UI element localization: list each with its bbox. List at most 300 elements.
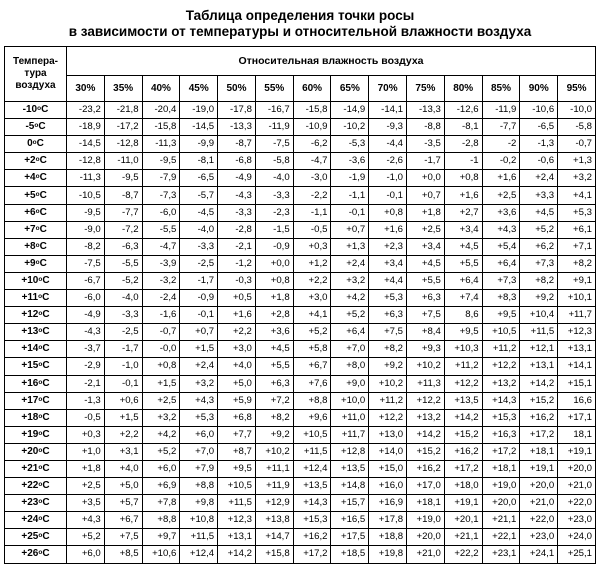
dew-point-cell: +23,1 — [482, 546, 520, 563]
dew-point-cell: +6,4 — [482, 255, 520, 272]
dew-point-cell: +20,0 — [520, 478, 558, 495]
celsius-unit: C — [42, 343, 50, 355]
dew-point-cell: +13,2 — [482, 375, 520, 392]
table-row — [5, 187, 596, 204]
dew-point-cell: 16,6 — [558, 392, 596, 409]
dew-point-cell: +2,5 — [482, 187, 520, 204]
dew-point-cell: +16,2 — [407, 460, 445, 477]
dew-point-cell: +13,1 — [558, 341, 596, 358]
dew-point-cell: -5,8 — [558, 119, 596, 136]
table-row — [5, 392, 596, 409]
degree-symbol: o — [35, 156, 40, 164]
dew-point-cell: +8,2 — [558, 255, 596, 272]
degree-symbol: o — [38, 327, 43, 335]
dew-point-cell: -17,2 — [104, 119, 142, 136]
celsius-unit: C — [39, 206, 47, 218]
humidity-column-55-percent: 55% — [255, 75, 293, 101]
dew-point-cell: -3,7 — [67, 341, 105, 358]
dew-point-cell: +7,8 — [142, 495, 180, 512]
degree-symbol: o — [37, 105, 42, 113]
dew-point-cell: -7,3 — [142, 187, 180, 204]
dew-point-cell: +1,6 — [369, 221, 407, 238]
dew-point-cell: +5,2 — [142, 443, 180, 460]
temperature-value: +13 — [21, 326, 39, 338]
humidity-column-80-percent: 80% — [444, 75, 482, 101]
dew-point-cell: +11,3 — [407, 375, 445, 392]
dew-point-cell: +1,8 — [407, 204, 445, 221]
dew-point-cell: +5,2 — [520, 221, 558, 238]
humidity-column-90-percent: 90% — [520, 75, 558, 101]
temperature-value: +12 — [21, 309, 39, 321]
dew-point-cell: +8,0 — [331, 358, 369, 375]
dew-point-cell: -10,5 — [67, 187, 105, 204]
celsius-unit: C — [42, 377, 50, 389]
dew-point-cell: +15,2 — [444, 426, 482, 443]
degree-symbol: o — [38, 429, 43, 437]
dew-point-cell: +12,2 — [444, 375, 482, 392]
degree-symbol: o — [38, 293, 43, 301]
humidity-column-35-percent: 35% — [104, 75, 142, 101]
degree-symbol: o — [35, 173, 40, 181]
dew-point-cell: +9,5 — [444, 324, 482, 341]
humidity-column-65-percent: 65% — [331, 75, 369, 101]
dew-point-cell: +11,5 — [218, 495, 256, 512]
dew-point-cell: +7,6 — [293, 375, 331, 392]
dew-point-cell: +12,9 — [255, 495, 293, 512]
dew-point-cell: -2,9 — [67, 358, 105, 375]
dew-point-cell: +9,5 — [482, 307, 520, 324]
dew-point-cell: +11,9 — [255, 478, 293, 495]
dew-point-cell: +3,5 — [67, 495, 105, 512]
dew-point-cell: +14,3 — [482, 392, 520, 409]
dew-point-cell: +5,3 — [369, 290, 407, 307]
table-row — [5, 102, 596, 119]
dew-point-cell: +1,6 — [482, 170, 520, 187]
humidity-column-70-percent: 70% — [369, 75, 407, 101]
dew-point-cell: +0,8 — [255, 272, 293, 289]
dew-point-cell: +8,8 — [142, 512, 180, 529]
celsius-unit: C — [42, 292, 50, 304]
dew-point-cell: +1,0 — [67, 443, 105, 460]
dew-point-cell: +19,1 — [558, 443, 596, 460]
dew-point-cell: -10,6 — [520, 102, 558, 119]
dew-point-cell: +16,0 — [369, 478, 407, 495]
temperature-value: +21 — [21, 463, 39, 475]
degree-symbol: o — [38, 532, 43, 540]
dew-point-cell: +9,2 — [520, 290, 558, 307]
degree-symbol: o — [38, 361, 43, 369]
celsius-unit: C — [42, 428, 50, 440]
dew-point-cell: -5,7 — [180, 187, 218, 204]
dew-point-cell: +4,1 — [293, 307, 331, 324]
dew-point-cell: -4,5 — [180, 204, 218, 221]
dew-point-cell: +7,2 — [255, 392, 293, 409]
dew-point-cell: -2 — [482, 136, 520, 153]
temperature-value: -10 — [22, 104, 38, 116]
dew-point-cell: -1,1 — [293, 204, 331, 221]
dew-point-cell: -9,3 — [369, 119, 407, 136]
dew-point-cell: -12,8 — [104, 136, 142, 153]
dew-point-cell: +8,4 — [407, 324, 445, 341]
dew-point-cell: -9,5 — [104, 170, 142, 187]
dew-point-cell: -7,2 — [104, 221, 142, 238]
dew-point-cell: -2,8 — [218, 221, 256, 238]
temperature-cell — [5, 170, 67, 187]
dew-point-cell: +2,3 — [369, 238, 407, 255]
temperature-value: +19 — [21, 428, 39, 440]
dew-point-cell: -7,7 — [482, 119, 520, 136]
dew-point-cell: +18,5 — [331, 546, 369, 563]
dew-point-cell: -5,5 — [104, 255, 142, 272]
dew-point-cell: +11,7 — [331, 426, 369, 443]
dew-point-cell: +21,1 — [482, 512, 520, 529]
humidity-column-30-percent: 30% — [67, 75, 105, 101]
degree-symbol: o — [38, 446, 43, 454]
dew-point-cell: -14,9 — [331, 102, 369, 119]
dew-point-cell: +23,0 — [520, 529, 558, 546]
dew-point-cell: +6,1 — [558, 221, 596, 238]
table-row — [5, 460, 596, 477]
table-row — [5, 478, 596, 495]
dew-point-cell: -1,0 — [104, 358, 142, 375]
dew-point-cell: -6,0 — [142, 204, 180, 221]
dew-point-cell: +14,2 — [407, 426, 445, 443]
dew-point-cell: +11,0 — [331, 409, 369, 426]
dew-point-cell: +24,1 — [520, 546, 558, 563]
dew-point-cell: +3,1 — [104, 443, 142, 460]
dew-point-cell: -2,5 — [104, 324, 142, 341]
dew-point-cell: -5,2 — [104, 272, 142, 289]
table-row — [5, 529, 596, 546]
dew-point-cell: +10,5 — [293, 426, 331, 443]
dew-point-cell: +18,8 — [369, 529, 407, 546]
dew-point-cell: +9,6 — [293, 409, 331, 426]
dew-point-cell: -8,7 — [218, 136, 256, 153]
dew-point-cell: +9,7 — [142, 529, 180, 546]
dew-point-cell: +19,1 — [444, 495, 482, 512]
celsius-unit: C — [39, 257, 47, 269]
dew-point-cell: -4,9 — [218, 170, 256, 187]
dew-point-cell: -9,9 — [180, 136, 218, 153]
degree-symbol: o — [34, 122, 39, 130]
dew-point-cell: +17,2 — [482, 443, 520, 460]
dew-point-cell: -1,5 — [255, 221, 293, 238]
temperature-cell — [5, 102, 67, 119]
dew-point-cell: 8,6 — [444, 307, 482, 324]
degree-symbol: o — [38, 549, 43, 557]
degree-symbol: o — [38, 412, 43, 420]
temperature-value: +16 — [21, 377, 39, 389]
dew-point-cell: +14,7 — [255, 529, 293, 546]
dew-point-cell: -6,8 — [218, 153, 256, 170]
dew-point-cell: +9,2 — [255, 426, 293, 443]
dew-point-cell: +13,8 — [255, 512, 293, 529]
dew-point-cell: -4,7 — [142, 238, 180, 255]
dew-point-cell: -3,5 — [407, 136, 445, 153]
dew-point-cell: +9,8 — [180, 495, 218, 512]
celsius-unit: C — [42, 548, 50, 560]
dew-point-cell: +1,5 — [142, 375, 180, 392]
dew-point-cell: +5,2 — [331, 307, 369, 324]
dew-point-cell: +5,5 — [255, 358, 293, 375]
dew-point-cell: +7,7 — [218, 426, 256, 443]
dew-point-cell: -3,3 — [104, 307, 142, 324]
temperature-cell — [5, 409, 67, 426]
dew-point-cell: +8,3 — [482, 290, 520, 307]
dew-point-cell: +11,1 — [255, 460, 293, 477]
degree-symbol: o — [35, 224, 40, 232]
dew-point-cell: -11,3 — [67, 170, 105, 187]
celsius-unit: C — [39, 172, 47, 184]
celsius-unit: C — [42, 480, 50, 492]
dew-point-cell: +0,7 — [331, 221, 369, 238]
dew-point-cell: +16,2 — [444, 443, 482, 460]
dew-point-cell: +11,2 — [444, 358, 482, 375]
dew-point-cell: -6,3 — [104, 238, 142, 255]
degree-symbol: o — [38, 464, 43, 472]
dew-point-cell: -8,8 — [407, 119, 445, 136]
dew-point-cell: +1,3 — [331, 238, 369, 255]
dew-point-cell: -7,5 — [67, 255, 105, 272]
temperature-cell — [5, 324, 67, 341]
table-row — [5, 341, 596, 358]
dew-point-cell: +0,5 — [218, 290, 256, 307]
degree-symbol: o — [38, 498, 43, 506]
dew-point-cell: +3,4 — [369, 255, 407, 272]
dew-point-cell: +6,4 — [444, 272, 482, 289]
temperature-cell — [5, 358, 67, 375]
celsius-unit: C — [39, 155, 47, 167]
celsius-unit: C — [42, 326, 50, 338]
dew-point-cell: +17,2 — [520, 426, 558, 443]
dew-point-cell: +11,2 — [369, 392, 407, 409]
dew-point-table — [4, 46, 596, 564]
temperature-value: +25 — [21, 531, 39, 543]
dew-point-cell: +5,9 — [218, 392, 256, 409]
dew-point-cell: -10,9 — [293, 119, 331, 136]
celsius-unit: C — [39, 189, 47, 201]
table-body — [5, 102, 596, 564]
table-row — [5, 255, 596, 272]
dew-point-cell: +4,3 — [67, 512, 105, 529]
dew-point-cell: +10,1 — [558, 290, 596, 307]
dew-point-cell: +0,8 — [142, 358, 180, 375]
header-row-1 — [5, 47, 596, 76]
dew-point-cell: +2,2 — [218, 324, 256, 341]
dew-point-cell: +3,4 — [407, 238, 445, 255]
temperature-cell — [5, 221, 67, 238]
dew-point-cell: -1,9 — [331, 170, 369, 187]
dew-point-cell: -14,1 — [369, 102, 407, 119]
dew-point-cell: +8,8 — [180, 478, 218, 495]
dew-point-cell: +13,5 — [293, 478, 331, 495]
dew-point-cell: +6,0 — [180, 426, 218, 443]
dew-point-cell: +8,8 — [293, 392, 331, 409]
dew-point-cell: +22,1 — [482, 529, 520, 546]
table-row — [5, 512, 596, 529]
temperature-value: +6 — [24, 206, 36, 218]
dew-point-cell: +3,2 — [558, 170, 596, 187]
temperature-cell — [5, 238, 67, 255]
dew-point-cell: +2,2 — [293, 272, 331, 289]
dew-point-cell: -0,9 — [255, 238, 293, 255]
celsius-unit: C — [42, 514, 50, 526]
dew-point-cell: -0,5 — [67, 409, 105, 426]
dew-point-cell: -1,6 — [142, 307, 180, 324]
dew-point-cell: -4,9 — [67, 307, 105, 324]
temperature-value: +2 — [24, 155, 36, 167]
temperature-value: +4 — [24, 172, 36, 184]
dew-point-cell: +17,2 — [293, 546, 331, 563]
dew-point-cell: -5,5 — [142, 221, 180, 238]
dew-point-cell: -8,1 — [444, 119, 482, 136]
dew-point-cell: +4,4 — [369, 272, 407, 289]
dew-point-cell: -4,0 — [180, 221, 218, 238]
dew-point-cell: +11,5 — [293, 443, 331, 460]
dew-point-cell: +12,3 — [218, 512, 256, 529]
dew-point-cell: +15,3 — [293, 512, 331, 529]
celsius-unit: C — [39, 223, 47, 235]
dew-point-cell: +11,5 — [180, 529, 218, 546]
dew-point-cell: +1,2 — [293, 255, 331, 272]
dew-point-cell: +9,1 — [558, 272, 596, 289]
dew-point-cell: +14,8 — [331, 478, 369, 495]
humidity-header: Относительная влажность воздуха — [67, 47, 596, 76]
dew-point-cell: +9,0 — [331, 375, 369, 392]
dew-point-cell: -11,0 — [104, 153, 142, 170]
temperature-header-label: Темпера- тура воздуха — [12, 56, 59, 91]
dew-point-cell: +2,4 — [331, 255, 369, 272]
celsius-unit: C — [42, 274, 50, 286]
dew-point-cell: +0,0 — [407, 170, 445, 187]
dew-point-cell: +4,5 — [444, 238, 482, 255]
temperature-cell — [5, 546, 67, 563]
dew-point-cell: -10,2 — [331, 119, 369, 136]
temperature-value: 0 — [27, 138, 33, 150]
dew-point-cell: -9,5 — [142, 153, 180, 170]
dew-point-cell: +15,2 — [520, 392, 558, 409]
dew-point-cell: +7,1 — [558, 238, 596, 255]
dew-point-cell: +0,8 — [444, 170, 482, 187]
temperature-cell — [5, 443, 67, 460]
dew-point-cell: +6,3 — [255, 375, 293, 392]
dew-point-cell: +19,0 — [407, 512, 445, 529]
dew-point-cell: -4,7 — [293, 153, 331, 170]
dew-point-cell: +5,4 — [482, 238, 520, 255]
dew-point-cell: +5,8 — [293, 341, 331, 358]
degree-symbol: o — [38, 481, 43, 489]
dew-point-cell: +1,6 — [218, 307, 256, 324]
page-title — [0, 0, 600, 38]
dew-point-cell: +7,5 — [369, 324, 407, 341]
dew-point-cell: +17,0 — [407, 478, 445, 495]
table-row — [5, 119, 596, 136]
dew-point-cell: +22,0 — [520, 512, 558, 529]
dew-point-cell: +3,4 — [444, 221, 482, 238]
temperature-value: +18 — [21, 411, 39, 423]
dew-point-cell: +7,0 — [180, 443, 218, 460]
dew-point-cell: +21,0 — [520, 495, 558, 512]
dew-point-cell: -2,2 — [293, 187, 331, 204]
dew-point-cell: +10,0 — [331, 392, 369, 409]
dew-point-cell: -1 — [444, 153, 482, 170]
temperature-value: +23 — [21, 497, 39, 509]
dew-point-cell: +14,2 — [218, 546, 256, 563]
dew-point-cell: -4,3 — [218, 187, 256, 204]
dew-point-cell: +10,3 — [444, 341, 482, 358]
dew-point-cell: +13,2 — [407, 409, 445, 426]
dew-point-cell: -11,9 — [482, 102, 520, 119]
dew-point-cell: -7,5 — [255, 136, 293, 153]
temperature-column-header — [5, 47, 67, 102]
dew-point-cell: +6,2 — [520, 238, 558, 255]
dew-point-cell: +9,5 — [218, 460, 256, 477]
degree-symbol: o — [38, 275, 43, 283]
dew-point-cell: +2,2 — [104, 426, 142, 443]
dew-point-cell: +10,2 — [255, 443, 293, 460]
dew-point-cell: +17,1 — [558, 409, 596, 426]
dew-point-cell: +4,5 — [407, 255, 445, 272]
dew-point-cell: +21,0 — [558, 478, 596, 495]
dew-point-cell: -1,2 — [218, 255, 256, 272]
temperature-cell — [5, 119, 67, 136]
humidity-column-50-percent: 50% — [218, 75, 256, 101]
dew-point-cell: +13,5 — [444, 392, 482, 409]
dew-point-cell: +1,6 — [444, 187, 482, 204]
dew-point-cell: -2,8 — [444, 136, 482, 153]
dew-point-cell: +1,5 — [180, 341, 218, 358]
temperature-cell — [5, 529, 67, 546]
dew-point-cell: +15,7 — [331, 495, 369, 512]
dew-point-cell: +5,0 — [218, 375, 256, 392]
temperature-value: +17 — [21, 394, 39, 406]
dew-point-cell: +13,5 — [331, 460, 369, 477]
degree-symbol: o — [35, 190, 40, 198]
dew-point-cell: +3,2 — [180, 375, 218, 392]
dew-point-cell: +4,3 — [482, 221, 520, 238]
temperature-cell — [5, 495, 67, 512]
dew-point-cell: -8,1 — [180, 153, 218, 170]
degree-symbol: o — [38, 515, 43, 523]
dew-point-cell: -1,3 — [67, 392, 105, 409]
table-row — [5, 290, 596, 307]
dew-point-cell: -20,4 — [142, 102, 180, 119]
degree-symbol: o — [35, 258, 40, 266]
dew-point-cell: -10,0 — [558, 102, 596, 119]
dew-point-cell: -6,2 — [293, 136, 331, 153]
dew-point-cell: -2,1 — [67, 375, 105, 392]
dew-point-cell: -15,8 — [142, 119, 180, 136]
dew-point-cell: +0,3 — [293, 238, 331, 255]
dew-point-cell: -23,2 — [67, 102, 105, 119]
temperature-value: +15 — [21, 360, 39, 372]
table-row — [5, 358, 596, 375]
humidity-percent-row — [5, 75, 596, 101]
dew-point-cell: -14,5 — [180, 119, 218, 136]
dew-point-cell: +5,2 — [293, 324, 331, 341]
temperature-cell — [5, 204, 67, 221]
dew-point-cell: +15,8 — [255, 546, 293, 563]
temperature-value: +8 — [24, 240, 36, 252]
table-row — [5, 238, 596, 255]
dew-point-cell: -3,2 — [142, 272, 180, 289]
degree-symbol: o — [32, 139, 37, 147]
dew-point-cell: +14,1 — [558, 358, 596, 375]
dew-point-cell: -7,7 — [104, 204, 142, 221]
celsius-unit: C — [42, 394, 50, 406]
dew-point-cell: -1,3 — [520, 136, 558, 153]
dew-point-cell: +0,7 — [407, 187, 445, 204]
